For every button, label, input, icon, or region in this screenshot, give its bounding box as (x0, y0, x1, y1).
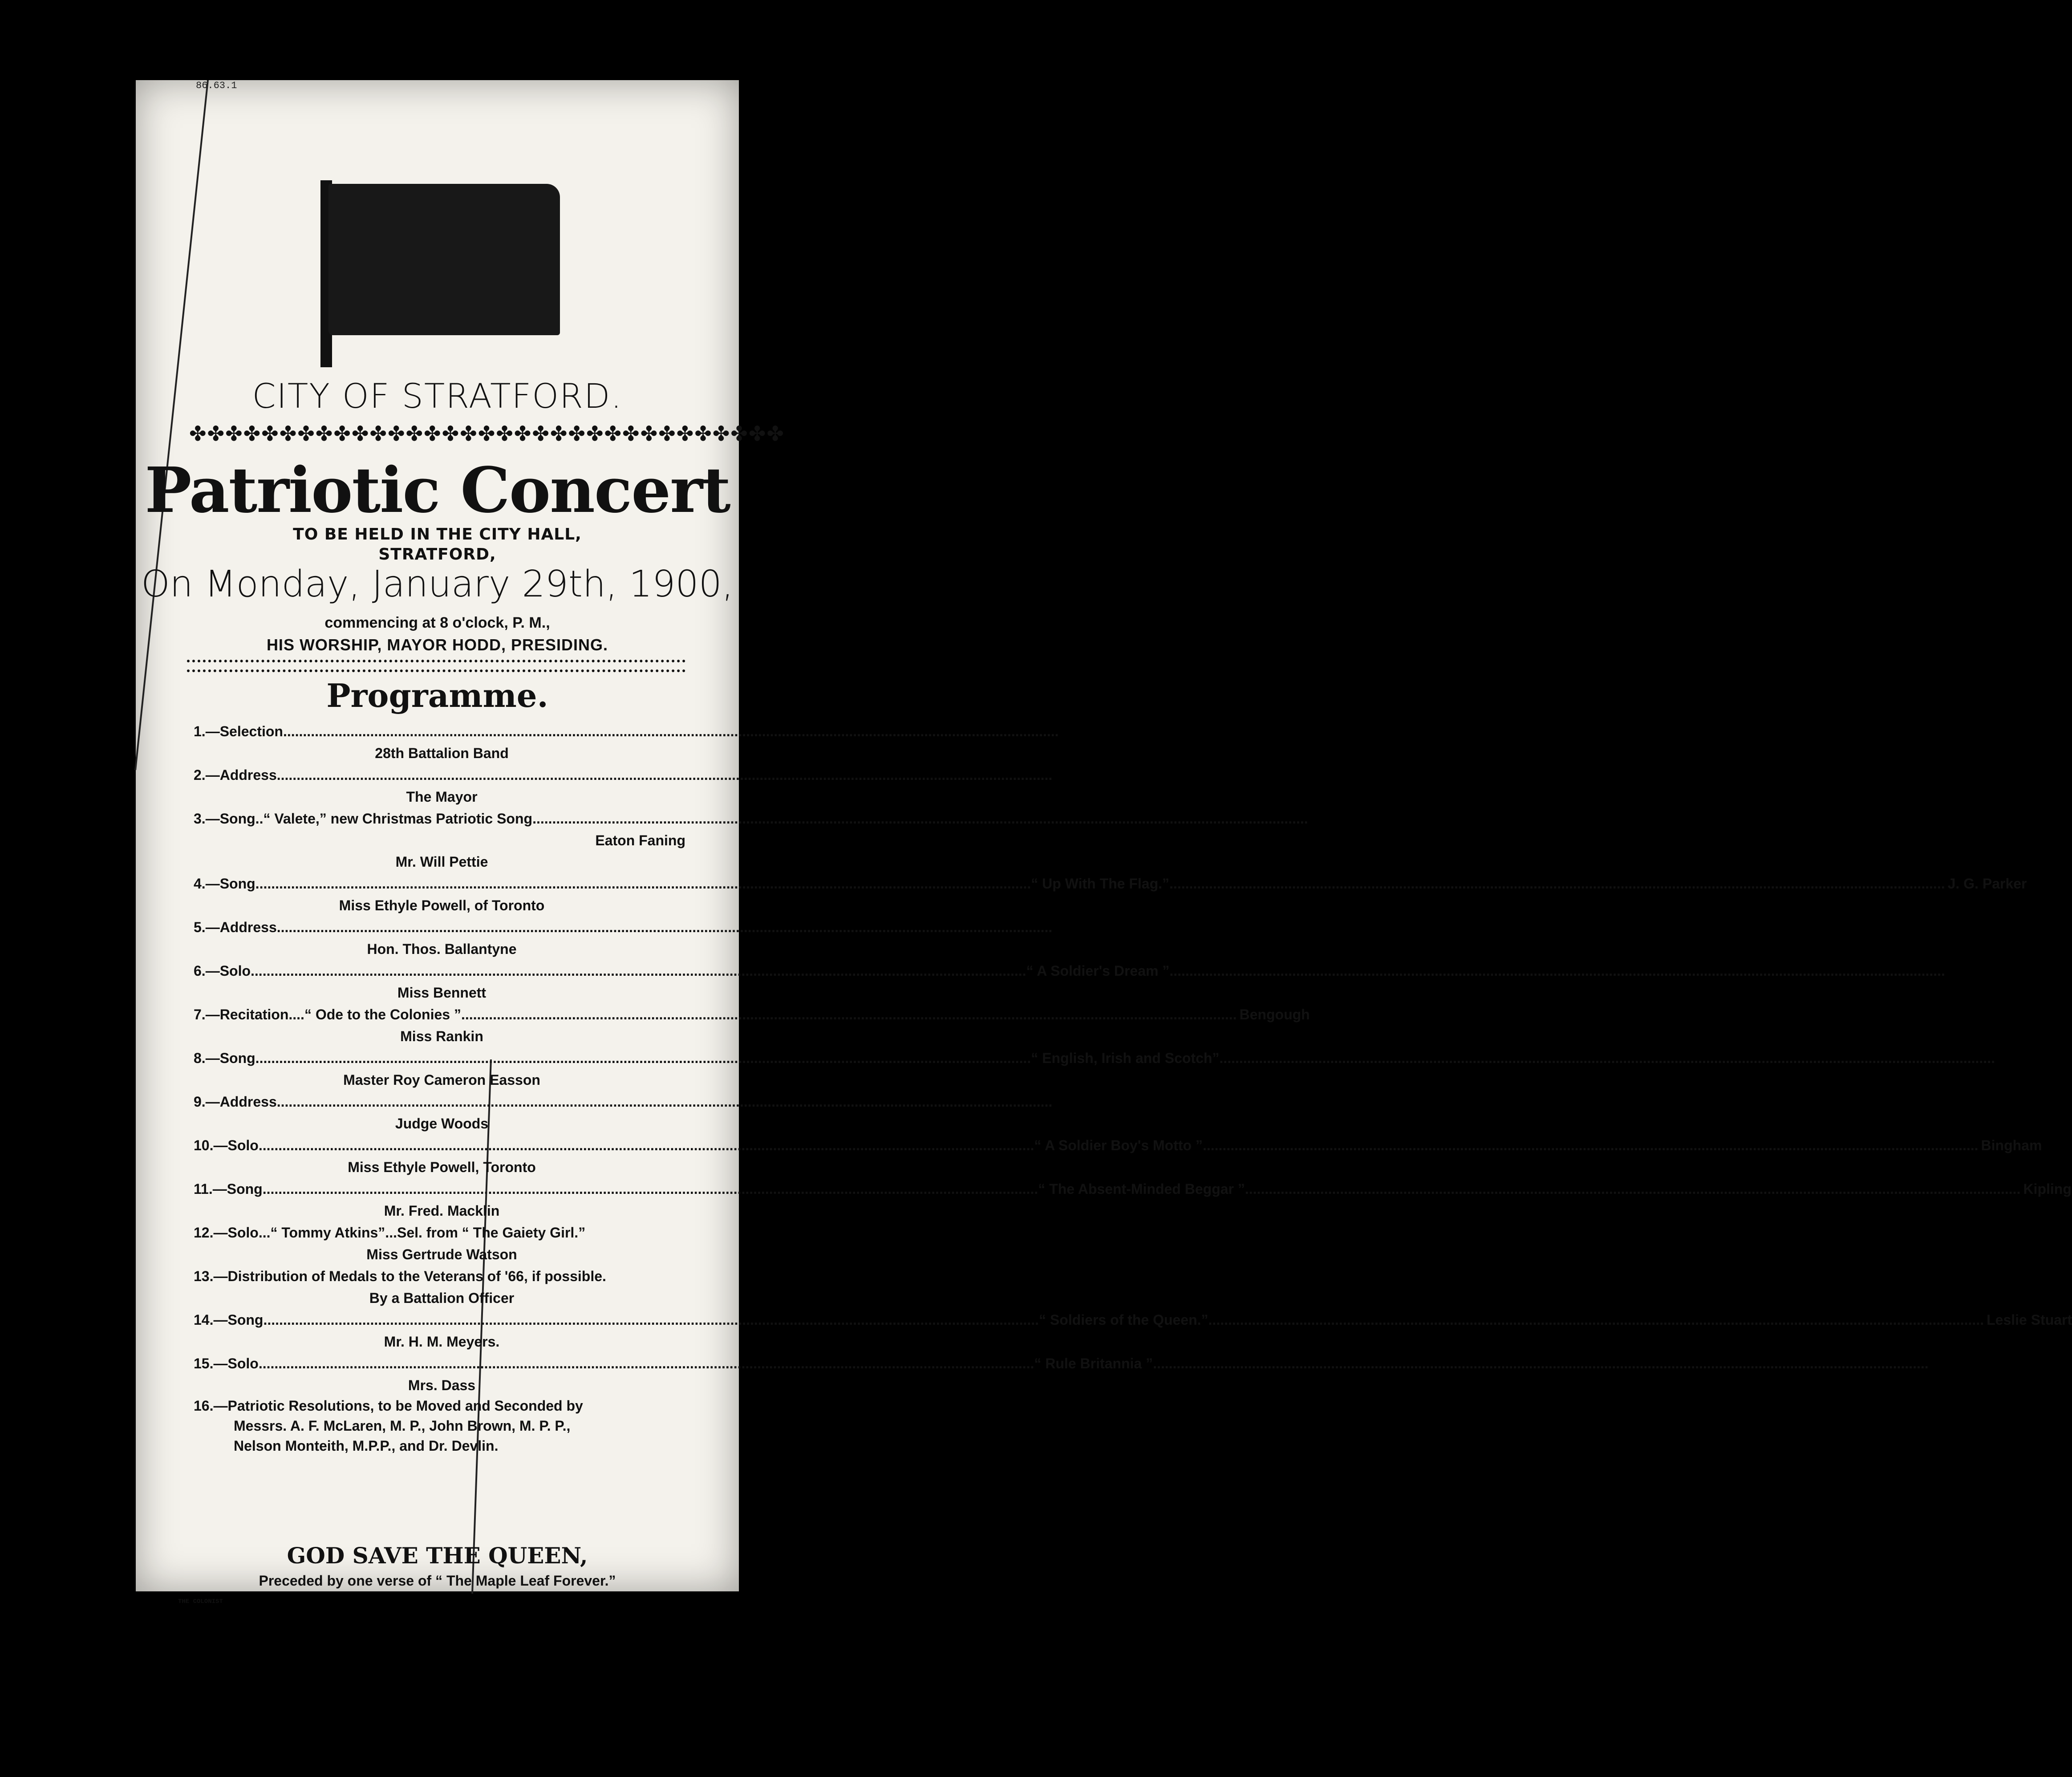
programme-heading: Programme. (326, 677, 548, 714)
programme-item (194, 1309, 2072, 1352)
programme-item-row (194, 1221, 690, 1244)
leader-dots (255, 1047, 1031, 1069)
leader-dots (263, 1178, 1038, 1200)
fleur-ornament-border: ✤✤✤✤✤✤✤✤✤✤✤✤✤✤✤✤✤✤✤✤✤✤✤✤✤✤✤✤✤✤✤✤✤ (189, 422, 785, 445)
leader-dots (1219, 1047, 1995, 1069)
presiding-line: HIS WORSHIP, MAYOR HODD, PRESIDING. (266, 636, 608, 654)
programme-item-title: 14.—Song (194, 1312, 264, 1328)
leader-dots (277, 916, 1053, 938)
programme-item-piece: “ The Absent-Minded Beggar ” (1038, 1181, 1245, 1197)
programme-item-title: 12.—Solo...“ Tommy Atkins”...Sel. from “ The Gaiety Girl.” (194, 1225, 586, 1241)
leader-dots (1245, 1178, 2021, 1200)
programme-item-row (194, 1091, 690, 1113)
programme-item-composer: Kipling (2023, 1181, 2072, 1197)
leader-dots (1208, 1309, 1984, 1331)
programme-item-performer: Miss Ethyle Powell, of Toronto (339, 897, 545, 913)
programme-item-performer: Miss Bennett (397, 985, 487, 1001)
programme-item (194, 1091, 690, 1134)
resolutions-line: Nelson Monteith, M.P.P., and Dr. Devlin. (234, 1438, 499, 1454)
programme-item (194, 1221, 690, 1265)
programme-item-performer: The Mayor (406, 789, 478, 805)
programme-item-performer: Mr. H. M. Meyers. (384, 1334, 500, 1350)
programme-item-title: 1.—Selection (194, 723, 283, 739)
programme-item-row (194, 807, 690, 830)
venue-line-1: TO BE HELD IN THE CITY HALL, (293, 525, 582, 544)
programme-item (194, 807, 690, 872)
programme-item-row (194, 1003, 1310, 1026)
programme-item (194, 1003, 1310, 1047)
leader-dots (255, 872, 1031, 895)
concert-poster (136, 80, 2072, 1605)
programme-item-composer: Bengough (1239, 1006, 1310, 1022)
programme-item-row (194, 720, 690, 742)
programme-list (194, 720, 2072, 1456)
programme-item-row (194, 1309, 2072, 1331)
programme-item-piece: “ Up With The Flag.” (1031, 876, 1170, 892)
leader-dots (263, 1309, 1039, 1331)
programme-item-title: 9.—Address (194, 1094, 277, 1110)
programme-item-performer: By a Battalion Officer (369, 1290, 515, 1306)
programme-item-piece: “ A Soldier's Dream ” (1026, 963, 1170, 979)
leader-dots (277, 764, 1053, 786)
programme-item-row (194, 960, 1170, 982)
programme-item-title: 5.—Address (194, 919, 277, 935)
programme-item (194, 1134, 2042, 1178)
programme-item (194, 872, 2027, 916)
resolutions-line: Messrs. A. F. McLaren, M. P., John Brown, M. P. P., (234, 1418, 571, 1434)
leader-dots (461, 1003, 1237, 1026)
programme-item-performer: Mrs. Dass (408, 1377, 476, 1393)
programme-item-title: 7.—Recitation....“ Ode to the Colonies ” (194, 1006, 461, 1022)
programme-item-composer: Eaton Faning (595, 832, 685, 848)
programme-item-performer: Miss Gertrude Watson (366, 1246, 517, 1262)
flag-icon (320, 180, 561, 336)
programme-item-piece: “ Rule Britannia ” (1034, 1355, 1153, 1371)
programme-item-piece: “ A Soldier Boy's Motto ” (1034, 1137, 1203, 1153)
programme-item-row (194, 916, 690, 938)
programme-item-row (194, 1134, 2042, 1156)
programme-item-composer: Bingham (1981, 1137, 2042, 1153)
programme-item-row (194, 1047, 1220, 1069)
anthem-note: Preceded by one verse of “ The Maple Leaf Forever.” (259, 1573, 616, 1589)
programme-item (194, 1178, 2072, 1221)
leader-dots (1153, 1352, 1929, 1375)
programme-item-title: 10.—Solo (194, 1137, 259, 1153)
programme-item-row (194, 1352, 1153, 1375)
programme-item-title: 4.—Song (194, 876, 255, 892)
programme-item (194, 720, 690, 764)
programme-item-row (194, 764, 690, 786)
venue-line-2: STRATFORD, (378, 545, 496, 564)
programme-item-composer: J. G. Parker (1947, 876, 2027, 892)
leader-dots (251, 960, 1026, 982)
programme-item-resolutions (194, 1396, 690, 1456)
programme-item-performer: Hon. Thos. Ballantyne (367, 941, 517, 957)
programme-item-performer: Mr. Fred. Macklin (384, 1203, 500, 1219)
programme-item-title: 13.—Distribution of Medals to the Veterans of '66, if possible. (194, 1268, 606, 1284)
leader-dots (1169, 872, 1945, 895)
leader-dots (1203, 1134, 1979, 1156)
leader-dots (1169, 960, 1945, 982)
programme-item-row (194, 872, 2027, 895)
programme-item (194, 1047, 1220, 1091)
programme-item-title: 15.—Solo (194, 1355, 259, 1371)
programme-item-row (194, 1265, 690, 1287)
city-name: CITY OF STRATFORD. (252, 376, 623, 416)
leader-dots (283, 720, 1059, 742)
programme-item-piece: “ English, Irish and Scotch” (1031, 1050, 1220, 1066)
programme-item-performer: Master Roy Cameron Easson (343, 1072, 540, 1088)
programme-item-title: 2.—Address (194, 767, 277, 783)
programme-item-composer: Leslie Stuart (1987, 1312, 2072, 1328)
programme-item-performer: 28th Battalion Band (375, 745, 509, 761)
leader-dots (532, 807, 1308, 830)
programme-item (194, 916, 690, 960)
catalog-mark: 86.63.1 (196, 80, 237, 91)
programme-item-performer: Mr. Will Pettie (395, 854, 488, 870)
poster-title: Patriotic Concert (145, 454, 730, 527)
anthem-line: GOD SAVE THE QUEEN, (287, 1542, 588, 1569)
event-date: On Monday, January 29th, 1900, (141, 563, 734, 605)
programme-item-title: 3.—Song..“ Valete,” new Christmas Patriotic Song (194, 811, 533, 827)
printer-mark: THE COLONIST (178, 1598, 223, 1605)
programme-item-performer: Miss Rankin (400, 1028, 483, 1044)
programme-item (194, 1352, 1153, 1396)
programme-item (194, 1265, 690, 1309)
dotted-divider (187, 660, 685, 672)
leader-dots (259, 1134, 1034, 1156)
resolutions-line: 16.—Patriotic Resolutions, to be Moved and Seconded by (194, 1398, 583, 1414)
event-time: commencing at 8 o'clock, P. M., (324, 614, 550, 631)
programme-item (194, 960, 1170, 1003)
leader-dots (277, 1091, 1053, 1113)
programme-item-performer: Miss Ethyle Powell, Toronto (348, 1159, 536, 1175)
programme-item-title: 6.—Solo (194, 963, 251, 979)
programme-item (194, 764, 690, 807)
programme-item-row (194, 1178, 2072, 1200)
leader-dots (259, 1352, 1034, 1375)
programme-item-performer: Judge Woods (395, 1116, 489, 1132)
programme-item-piece: “ Soldiers of the Queen.” (1039, 1312, 1208, 1328)
programme-item-title: 8.—Song (194, 1050, 255, 1066)
programme-item-title: 11.—Song (194, 1181, 263, 1197)
